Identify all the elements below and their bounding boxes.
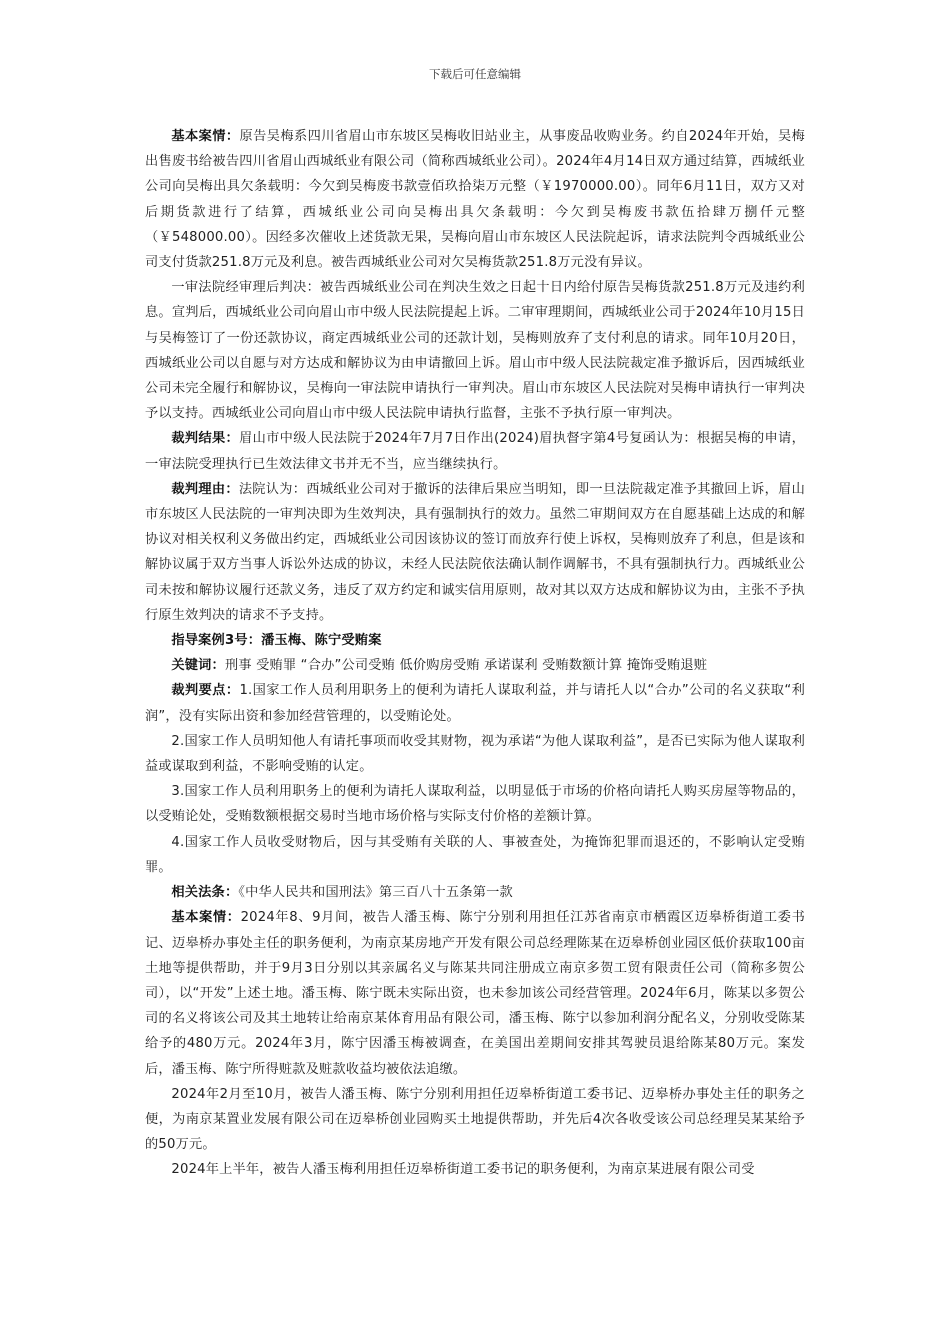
paragraph-label: 基本案情： [171,129,240,144]
paragraph-14 [145,1157,805,1182]
paragraph-label: 基本案情： [171,910,241,926]
paragraph-label: 相关法条： [171,885,239,901]
paragraph-text: 1.国家工作人员利用职务上的便利为请托人谋取利益，并与请托人以“合办”公司的名义获取“利润”，没有实际出资和参加经营管理的，以受贿论处。 [145,683,806,724]
header-note: 下载后可任意编辑 [429,67,521,81]
paragraph-label: 关键词： [171,658,225,674]
paragraph-text: 刑事 受贿罪 “合办”公司受贿 低价购房受贿 承诺谋利 受贿数额计算 掩饰受贿退赃 [224,658,708,674]
section-heading [145,628,805,653]
document-body [145,124,805,1183]
paragraph-1 [145,124,805,275]
paragraph-text: 原告吴梅系四川省眉山市东坡区吴梅收旧站业主，从事废品收购业务。约自2024年开始，吴梅出售废书给被告四川省眉山西城纸业有限公司（简称西城纸业公司）。2024年4月14日双方通过结算，西城纸业公司向吴梅出具欠条载明：今欠到吴梅废书款壹佰玖拾柒万元整（￥1970000.00）。同年6月11日，双方又对后期货款进行了结算，西城纸业公司向吴梅出具欠条载明：今欠到吴梅废书款伍拾肆万捌仟元整（￥548000.00）。因经多次催收上述货款无果，吴梅向眉山市东坡区人民法院起诉，请求法院判令西城纸业公司支付货款251.8万元及利息。被告西城纸业公司对欠吴梅货款251.8万元没有异议。 [145,129,805,271]
paragraph-label: 裁判理由： [171,481,239,497]
paragraph-4 [145,477,805,628]
paragraph-label: 裁判结果： [171,431,240,447]
paragraph-3 [145,426,805,476]
paragraph-text: 2024年2月至10月，被告人潘玉梅、陈宁分别利用担任迈皋桥街道工委书记、迈皋桥办事处主任的职务之便，为南京某置业发展有限公司在迈皋桥创业园购买土地提供帮助，并先后4次各收受该公司总经理吴某某给予的50万元。 [145,1086,805,1153]
key-point-2 [145,729,805,779]
section-heading-label: 指导案例3号：潘玉梅、陈宁受贿案 [171,633,382,649]
paragraph-text: 眉山市中级人民法院于2024年7月7日作出(2024)眉执督字第4号复函认为：根据吴梅的申请，一审法院受理执行已生效法律文书并无不当，应当继续执行。 [145,431,805,472]
paragraph-text: 2.国家工作人员明知他人有请托事项而收受其财物，视为承诺“为他人谋取利益”，是否已实际为他人谋取利益或谋取到利益，不影响受贿的认定。 [145,733,805,775]
paragraph-text: 《中华人民共和国刑法》第三百八十五条第一款 [238,885,513,901]
paragraph-text: 一审法院经审理后判决：被告西城纸业公司在判决生效之日起十日内给付原告吴梅货款251.8万元及违约利息。宣判后，西城纸业公司向眉山市中级人民法院提起上诉。二审审理期间，西城纸业公司于2024年10月15日与吴梅签订了一份还款协议，商定西城纸业公司的还款计划，吴梅则放弃了支付利息的请求。同年10月20日，西城纸业公司以自愿与对方达成和解协议为由申请撤回上诉。眉山市中级人民法院裁定准予撤诉后，因西城纸业公司未完全履行和解协议，吴梅向一审法院申请执行一审判决。眉山市东坡区人民法院对吴梅申请执行一审判决予以支持。西城纸业公司向眉山市中级人民法院申请执行监督，主张不予执行原一审判决。 [145,280,805,422]
paragraph-text: 3.国家工作人员利用职务上的便利为请托人谋取利益，以明显低于市场的价格向请托人购买房屋等物品的，以受贿论处，受贿数额根据交易时当地市场价格与实际支付价格的差额计算。 [145,784,805,825]
key-point-1 [145,678,805,728]
paragraph-text: 2024年8、9月间，被告人潘玉梅、陈宁分别利用担任江苏省南京市栖霞区迈皋桥街道工委书记、迈皋桥办事处主任的职务便利，为南京某房地产开发有限公司总经理陈某在迈皋桥创业园区低价获取100亩土地等提供帮助，并于9月3日分别以其亲属名义与陈某共同注册成立南京多贺工贸有限责任公司（简称多贺公司），以“开发”上述土地。潘玉梅、陈宁既未实际出资，也未参加该公司经营管理。2024年6月，陈某以多贺公司的名义将该公司及其土地转让给南京某体育用品有限公司，潘玉梅、陈宁以参加利润分配名义，分别收受陈某给予的480万元。2024年3月，陈宁因潘玉梅被调查，在美国出差期间安排其驾驶员退给陈某80万元。案发后，潘玉梅、陈宁所得赃款及赃款收益均被依法追缴。 [145,910,805,1077]
paragraph-label: 裁判要点： [171,683,240,699]
keywords-paragraph [145,653,805,678]
key-point-4 [145,830,805,880]
paragraph-text: 4.国家工作人员收受财物后，因与其受贿有关联的人、事被查处，为掩饰犯罪而退还的，不影响认定受贿罪。 [145,834,805,875]
paragraph-13 [145,1082,805,1158]
related-law-paragraph [145,880,805,905]
case-facts-paragraph [145,905,805,1081]
paragraph-text: 2024年上半年，被告人潘玉梅利用担任迈皋桥街道工委书记的职务便利，为南京某进展有限公司受 [171,1162,755,1178]
key-point-3 [145,779,805,829]
paragraph-2 [145,275,805,426]
paragraph-text: 法院认为：西城纸业公司对于撤诉的法律后果应当明知，即一旦法院裁定准予其撤回上诉，眉山市东坡区人民法院的一审判决即为生效判决，具有强制执行的效力。虽然二审期间双方在自愿基础上达成的和解协议对相关权利义务做出约定，西城纸业公司因该协议的签订而放弃行使上诉权，吴梅则放弃了利息，但是该和解协议属于双方当事人诉讼外达成的协议，未经人民法院依法确认制作调解书，不具有强制执行力。西城纸业公司未按和解协议履行还款义务，违反了双方约定和诚实信用原则，故对其以双方达成和解协议为由，主张不予执行原生效判决的请求不予支持。 [145,481,805,623]
